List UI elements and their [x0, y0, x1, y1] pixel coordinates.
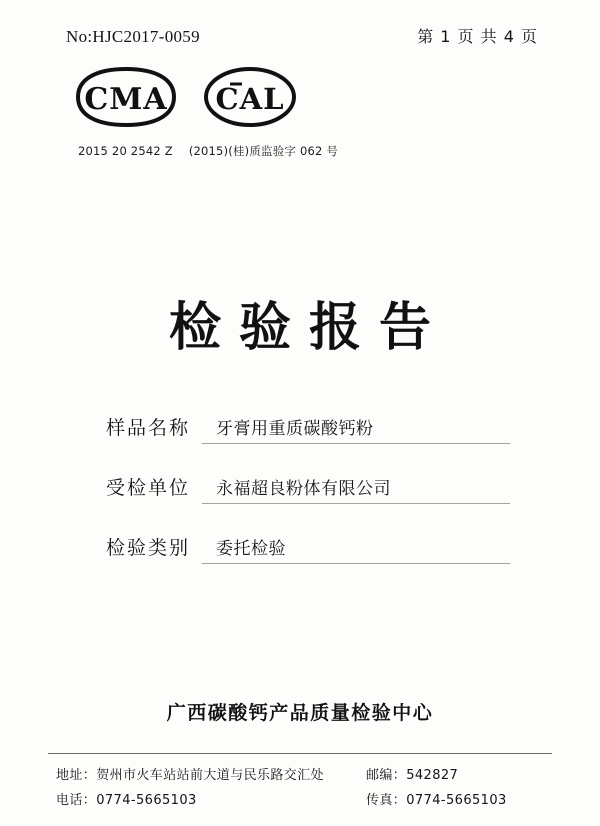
footer-divider [48, 753, 552, 754]
address-value: 贺州市火车站站前大道与民乐路交汇处 [96, 768, 325, 783]
accreditation-marks [72, 66, 298, 128]
field-value: 永福超良粉体有限公司 [216, 479, 391, 499]
postcode-line [366, 764, 556, 783]
telephone-line [56, 789, 366, 808]
mark-codes [78, 143, 338, 159]
field-value-underline [202, 414, 510, 444]
field-inspection-type [106, 528, 510, 564]
field-label: 样品名称 [106, 417, 191, 439]
cal-mark-icon [202, 66, 298, 128]
address-label: 地址： [56, 768, 97, 783]
document-header [0, 24, 600, 47]
fax-label: 传真： [366, 793, 407, 808]
report-number: No:HJC2017-0059 [66, 27, 200, 46]
footer-row-address [56, 764, 556, 783]
fax-value: 0774-5665103 [406, 793, 507, 808]
cma-mark-icon [72, 66, 180, 128]
field-inspected-unit [106, 468, 510, 504]
field-sample-name [106, 408, 510, 444]
cal-code: (2015)(桂)质监验字 062 号 [188, 144, 339, 158]
postcode-label: 邮编： [366, 768, 407, 783]
document-footer [56, 764, 556, 814]
page-title: 检验报告 [168, 298, 449, 358]
page-count: 第 1 页 共 4 页 [417, 27, 538, 46]
address-line [56, 764, 366, 783]
field-value-underline [202, 474, 510, 504]
telephone-value: 0774-5665103 [96, 793, 197, 808]
fax-line [366, 789, 556, 808]
field-list [106, 408, 510, 588]
field-value-underline [202, 534, 510, 564]
field-value: 牙膏用重质碳酸钙粉 [216, 419, 374, 439]
svg-text:CMA: CMA [84, 82, 168, 117]
field-label: 受检单位 [106, 477, 191, 499]
issuing-organization: 广西碳酸钙产品质量检验中心 [166, 702, 434, 724]
field-value: 委托检验 [216, 539, 286, 559]
svg-text:CAL: CAL [215, 82, 285, 116]
postcode-value: 542827 [406, 768, 459, 783]
cma-code: 2015 20 2542 Z [78, 144, 173, 158]
footer-row-contact [56, 789, 556, 808]
telephone-label: 电话： [56, 793, 97, 808]
field-label: 检验类别 [106, 537, 191, 559]
